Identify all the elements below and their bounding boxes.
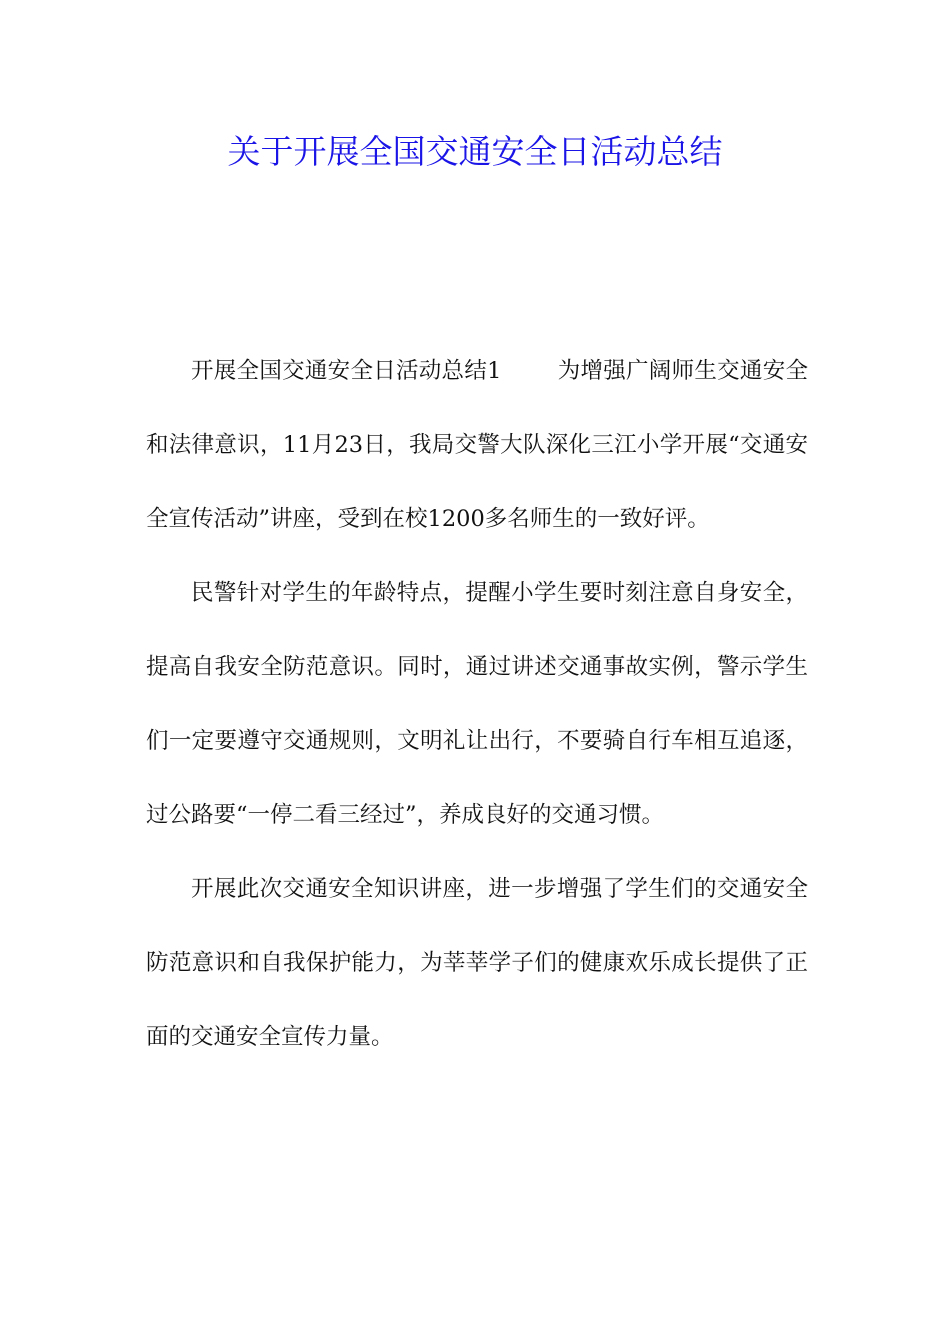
paragraph-text: 为增强广阔师生交通安全和法律意识，11月23日，我局交警大队深化三江小学开展“交通安全宣传活动”讲座，受到在校1200多名师生的一致好评。 bbox=[146, 358, 808, 532]
paragraph-text: 开展此次交通安全知识讲座，进一步增强了学生们的交通安全防范意识和自我保护能力，为莘莘学子们的健康欢乐成长提供了正面的交通安全宣传力量。 bbox=[146, 876, 808, 1050]
paragraph-2 bbox=[146, 556, 808, 852]
paragraph-1 bbox=[146, 334, 808, 556]
paragraph-3 bbox=[146, 852, 808, 1074]
section-heading: 开展全国交通安全日活动总结1 bbox=[191, 358, 502, 384]
document-body bbox=[146, 334, 808, 1074]
paragraph-text: 民警针对学生的年龄特点，提醒小学生要时刻注意自身安全，提高自我安全防范意识。同时，通过讲述交通事故实例，警示学生们一定要遵守交通规则，文明礼让出行，不要骑自行车相互追逐，过公路要“一停二看三经过”，养成良好的交通习惯。 bbox=[146, 580, 808, 828]
document-title: 关于开展全国交通安全日活动总结 bbox=[227, 132, 723, 171]
